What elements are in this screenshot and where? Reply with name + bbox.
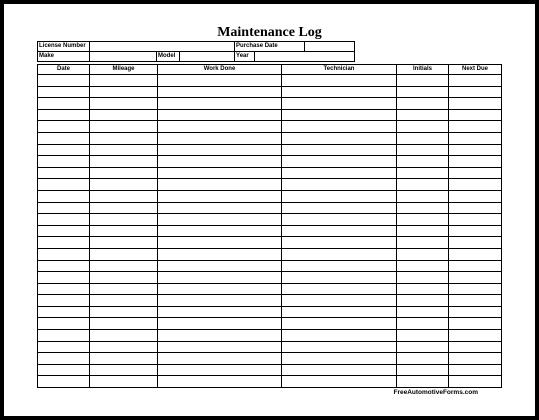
log-cell[interactable] xyxy=(449,109,502,121)
log-cell[interactable] xyxy=(449,376,502,388)
log-cell[interactable] xyxy=(449,98,502,110)
log-row xyxy=(38,260,502,272)
log-cell[interactable] xyxy=(90,214,158,226)
log-cell[interactable] xyxy=(158,272,282,284)
log-cell[interactable] xyxy=(282,167,397,179)
log-cell[interactable] xyxy=(90,179,158,191)
log-cell[interactable] xyxy=(397,353,449,365)
log-row xyxy=(38,202,502,214)
col-work-done: Work Done xyxy=(158,65,282,75)
log-cell[interactable] xyxy=(90,132,158,144)
log-row xyxy=(38,272,502,284)
log-cell[interactable] xyxy=(282,295,397,307)
log-cell[interactable] xyxy=(158,295,282,307)
log-cell[interactable] xyxy=(38,353,90,365)
log-row xyxy=(38,376,502,388)
log-cell[interactable] xyxy=(397,237,449,249)
log-cell[interactable] xyxy=(158,248,282,260)
log-cell[interactable] xyxy=(282,202,397,214)
purchase-date-field[interactable] xyxy=(305,42,355,52)
log-row xyxy=(38,353,502,365)
log-cell[interactable] xyxy=(449,121,502,133)
log-cell[interactable] xyxy=(449,144,502,156)
log-cell[interactable] xyxy=(282,86,397,98)
log-cell[interactable] xyxy=(158,156,282,168)
model-field[interactable] xyxy=(180,52,235,62)
log-row xyxy=(38,306,502,318)
log-cell[interactable] xyxy=(282,272,397,284)
log-cell[interactable] xyxy=(397,225,449,237)
log-cell[interactable] xyxy=(449,272,502,284)
log-cell[interactable] xyxy=(282,341,397,353)
log-cell[interactable] xyxy=(38,121,90,133)
log-cell[interactable] xyxy=(449,283,502,295)
log-cell[interactable] xyxy=(158,376,282,388)
log-cell[interactable] xyxy=(38,214,90,226)
log-cell[interactable] xyxy=(282,121,397,133)
log-cell[interactable] xyxy=(397,318,449,330)
log-cell[interactable] xyxy=(397,341,449,353)
log-cell[interactable] xyxy=(397,376,449,388)
log-cell[interactable] xyxy=(90,330,158,342)
log-cell[interactable] xyxy=(397,260,449,272)
footer-website: FreeAutomotiveForms.com xyxy=(393,389,478,396)
log-cell[interactable] xyxy=(449,167,502,179)
log-cell[interactable] xyxy=(158,121,282,133)
log-cell[interactable] xyxy=(449,260,502,272)
log-cell[interactable] xyxy=(38,306,90,318)
log-cell[interactable] xyxy=(158,237,282,249)
log-cell[interactable] xyxy=(38,156,90,168)
make-field[interactable] xyxy=(90,52,157,62)
log-cell[interactable] xyxy=(90,167,158,179)
year-label: Year xyxy=(235,52,255,62)
log-cell[interactable] xyxy=(397,330,449,342)
log-cell[interactable] xyxy=(158,132,282,144)
log-cell[interactable] xyxy=(397,75,449,87)
log-cell[interactable] xyxy=(282,98,397,110)
log-cell[interactable] xyxy=(158,214,282,226)
log-row xyxy=(38,121,502,133)
log-cell[interactable] xyxy=(158,144,282,156)
log-row xyxy=(38,225,502,237)
log-cell[interactable] xyxy=(38,202,90,214)
log-cell[interactable] xyxy=(90,75,158,87)
log-cell[interactable] xyxy=(282,214,397,226)
col-initials: Initials xyxy=(397,65,449,75)
log-cell[interactable] xyxy=(282,306,397,318)
log-row xyxy=(38,179,502,191)
log-row xyxy=(38,86,502,98)
log-row xyxy=(38,248,502,260)
log-cell[interactable] xyxy=(38,260,90,272)
log-cell[interactable] xyxy=(38,75,90,87)
log-cell[interactable] xyxy=(38,86,90,98)
log-cell[interactable] xyxy=(397,132,449,144)
year-field[interactable] xyxy=(255,52,355,62)
license-number-field[interactable] xyxy=(90,42,235,52)
log-cell[interactable] xyxy=(449,225,502,237)
log-cell[interactable] xyxy=(158,225,282,237)
log-cell[interactable] xyxy=(38,330,90,342)
log-cell[interactable] xyxy=(282,260,397,272)
log-cell[interactable] xyxy=(90,109,158,121)
log-cell[interactable] xyxy=(38,225,90,237)
log-cell[interactable] xyxy=(449,248,502,260)
model-label: Model xyxy=(157,52,180,62)
col-mileage: Mileage xyxy=(90,65,158,75)
log-row xyxy=(38,167,502,179)
log-row xyxy=(38,214,502,226)
log-cell[interactable] xyxy=(397,179,449,191)
log-cell[interactable] xyxy=(397,295,449,307)
log-cell[interactable] xyxy=(282,225,397,237)
log-cell[interactable] xyxy=(449,190,502,202)
log-cell[interactable] xyxy=(397,283,449,295)
log-cell[interactable] xyxy=(158,109,282,121)
log-cell[interactable] xyxy=(90,260,158,272)
col-date: Date xyxy=(38,65,90,75)
log-cell[interactable] xyxy=(90,225,158,237)
log-cell[interactable] xyxy=(90,98,158,110)
log-cell[interactable] xyxy=(449,306,502,318)
log-cell[interactable] xyxy=(158,75,282,87)
log-cell[interactable] xyxy=(90,306,158,318)
log-cell[interactable] xyxy=(38,179,90,191)
log-row xyxy=(38,330,502,342)
log-cell[interactable] xyxy=(90,341,158,353)
log-cell[interactable] xyxy=(282,364,397,376)
log-cell[interactable] xyxy=(397,98,449,110)
license-number-label: License Number xyxy=(38,42,90,52)
log-cell[interactable] xyxy=(397,156,449,168)
form-title: Maintenance Log xyxy=(217,25,322,40)
log-cell[interactable] xyxy=(449,214,502,226)
log-cell[interactable] xyxy=(38,98,90,110)
col-next-due: Next Due xyxy=(449,65,502,75)
log-cell[interactable] xyxy=(282,109,397,121)
log-cell[interactable] xyxy=(449,364,502,376)
maintenance-log-table xyxy=(37,64,502,388)
log-cell[interactable] xyxy=(282,248,397,260)
log-row xyxy=(38,237,502,249)
log-cell[interactable] xyxy=(90,295,158,307)
log-cell[interactable] xyxy=(449,202,502,214)
log-cell[interactable] xyxy=(282,132,397,144)
log-cell[interactable] xyxy=(449,237,502,249)
log-cell[interactable] xyxy=(158,353,282,365)
log-cell[interactable] xyxy=(449,318,502,330)
log-cell[interactable] xyxy=(397,248,449,260)
log-cell[interactable] xyxy=(397,306,449,318)
log-row xyxy=(38,295,502,307)
log-cell[interactable] xyxy=(90,353,158,365)
log-cell[interactable] xyxy=(90,248,158,260)
log-cell[interactable] xyxy=(158,341,282,353)
log-cell[interactable] xyxy=(158,330,282,342)
log-cell[interactable] xyxy=(90,318,158,330)
log-row xyxy=(38,156,502,168)
log-cell[interactable] xyxy=(282,190,397,202)
log-row xyxy=(38,109,502,121)
log-cell[interactable] xyxy=(282,237,397,249)
log-row xyxy=(38,364,502,376)
log-cell[interactable] xyxy=(38,283,90,295)
log-cell[interactable] xyxy=(38,272,90,284)
log-row xyxy=(38,144,502,156)
log-cell[interactable] xyxy=(397,190,449,202)
log-cell[interactable] xyxy=(449,179,502,191)
log-cell[interactable] xyxy=(282,144,397,156)
log-cell[interactable] xyxy=(449,75,502,87)
log-cell[interactable] xyxy=(38,376,90,388)
log-cell[interactable] xyxy=(397,167,449,179)
log-cell[interactable] xyxy=(282,283,397,295)
log-cell[interactable] xyxy=(397,144,449,156)
log-cell[interactable] xyxy=(90,144,158,156)
log-row xyxy=(38,98,502,110)
log-cell[interactable] xyxy=(158,86,282,98)
log-cell[interactable] xyxy=(282,156,397,168)
log-cell[interactable] xyxy=(38,144,90,156)
log-cell[interactable] xyxy=(158,318,282,330)
log-cell[interactable] xyxy=(90,86,158,98)
col-technician: Technician xyxy=(282,65,397,75)
log-cell[interactable] xyxy=(282,318,397,330)
log-cell[interactable] xyxy=(158,364,282,376)
log-cell[interactable] xyxy=(282,75,397,87)
log-cell[interactable] xyxy=(158,283,282,295)
log-cell[interactable] xyxy=(397,364,449,376)
log-cell[interactable] xyxy=(38,318,90,330)
log-cell[interactable] xyxy=(397,109,449,121)
log-cell[interactable] xyxy=(90,190,158,202)
log-row xyxy=(38,341,502,353)
log-cell[interactable] xyxy=(449,295,502,307)
log-cell[interactable] xyxy=(397,86,449,98)
log-cell[interactable] xyxy=(158,98,282,110)
log-cell[interactable] xyxy=(158,167,282,179)
log-row xyxy=(38,318,502,330)
log-cell[interactable] xyxy=(158,190,282,202)
log-cell[interactable] xyxy=(90,272,158,284)
vehicle-info-table xyxy=(37,41,355,62)
log-cell[interactable] xyxy=(449,156,502,168)
log-cell[interactable] xyxy=(158,202,282,214)
log-cell[interactable] xyxy=(449,132,502,144)
log-cell[interactable] xyxy=(90,156,158,168)
log-cell[interactable] xyxy=(90,376,158,388)
log-cell[interactable] xyxy=(38,109,90,121)
log-cell[interactable] xyxy=(397,121,449,133)
log-row xyxy=(38,75,502,87)
log-cell[interactable] xyxy=(90,283,158,295)
log-cell[interactable] xyxy=(158,260,282,272)
log-cell[interactable] xyxy=(38,295,90,307)
log-cell[interactable] xyxy=(38,132,90,144)
log-cell[interactable] xyxy=(38,364,90,376)
log-cell[interactable] xyxy=(90,237,158,249)
make-label: Make xyxy=(38,52,90,62)
log-cell[interactable] xyxy=(38,237,90,249)
log-cell[interactable] xyxy=(449,86,502,98)
log-cell[interactable] xyxy=(449,353,502,365)
log-cell[interactable] xyxy=(90,121,158,133)
log-cell[interactable] xyxy=(282,179,397,191)
log-row xyxy=(38,283,502,295)
log-cell[interactable] xyxy=(158,306,282,318)
log-cell[interactable] xyxy=(397,272,449,284)
log-cell[interactable] xyxy=(282,376,397,388)
log-body xyxy=(38,75,502,388)
log-cell[interactable] xyxy=(158,179,282,191)
log-cell[interactable] xyxy=(38,248,90,260)
log-header-row xyxy=(38,65,502,75)
log-cell[interactable] xyxy=(38,190,90,202)
purchase-date-label: Purchase Date xyxy=(235,42,305,52)
log-row xyxy=(38,190,502,202)
log-cell[interactable] xyxy=(38,341,90,353)
log-cell[interactable] xyxy=(397,202,449,214)
log-cell[interactable] xyxy=(38,167,90,179)
log-cell[interactable] xyxy=(282,330,397,342)
log-cell[interactable] xyxy=(397,214,449,226)
log-cell[interactable] xyxy=(90,364,158,376)
log-cell[interactable] xyxy=(449,341,502,353)
log-cell[interactable] xyxy=(90,202,158,214)
log-row xyxy=(38,132,502,144)
log-cell[interactable] xyxy=(449,330,502,342)
log-cell[interactable] xyxy=(282,353,397,365)
